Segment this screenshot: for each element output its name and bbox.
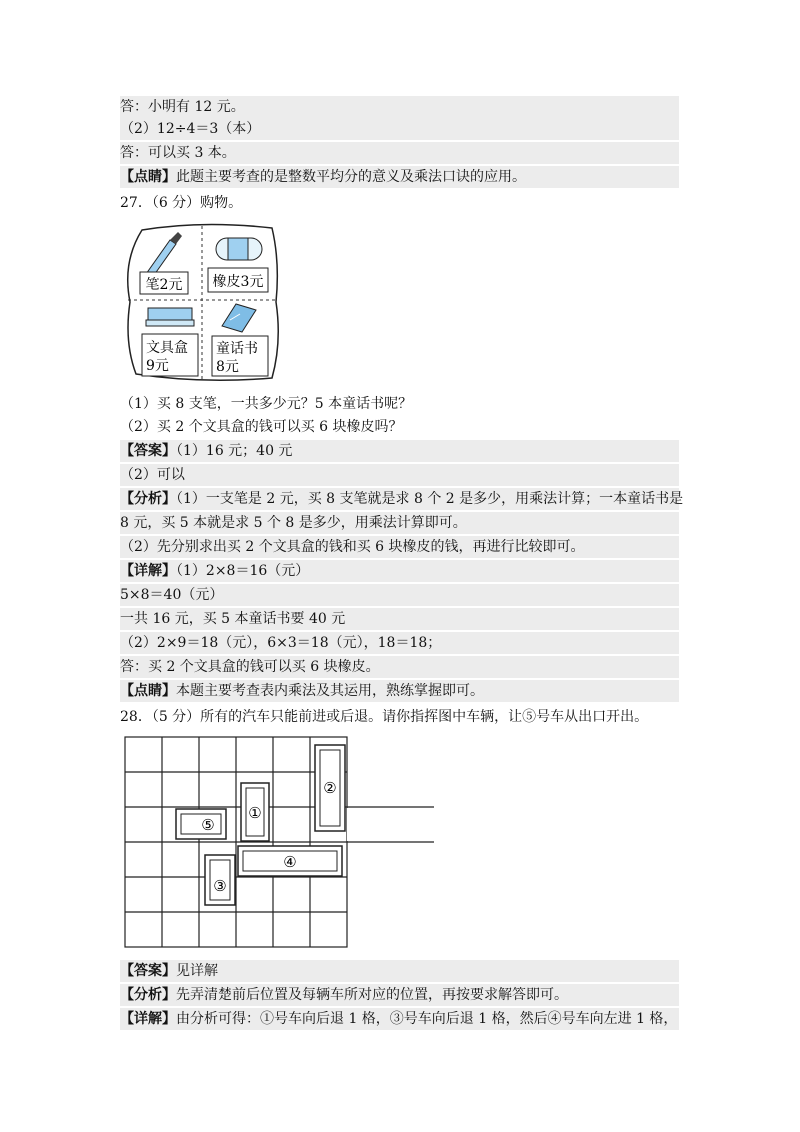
pen-icon — [146, 232, 182, 278]
q26-part2: （2）12÷4＝3（本） — [120, 118, 679, 140]
q28-detail — [120, 1008, 679, 1030]
comment-tag: 【点睛】 — [120, 683, 176, 699]
eraser-icon — [216, 238, 262, 260]
shopping-figure — [122, 222, 282, 384]
car-5 — [176, 809, 226, 839]
comment-text: 此题主要考查的是整数平均分的意义及乘法口诀的应用。 — [176, 169, 526, 185]
q27-detail — [120, 560, 679, 582]
detail-tag: 【详解】 — [120, 1011, 176, 1027]
answer-text: 见详解 — [176, 963, 218, 979]
car-1-label: ① — [248, 804, 262, 822]
q27-analysis1b: 8 元，买 5 本就是求 5 个 8 是多少，用乘法计算即可。 — [120, 512, 679, 534]
book-icon — [222, 304, 256, 332]
answer-tag: 【答案】 — [120, 963, 176, 979]
detail-text: 由分析可得：①号车向后退 1 格，③号车向后退 1 格，然后④号车向左进 1 格， — [176, 1011, 678, 1027]
q27-ask1: （1）买 8 支笔，一共多少元？5 本童话书呢？ — [120, 396, 413, 412]
detail-tag: 【详解】 — [120, 563, 176, 579]
car-4 — [238, 846, 342, 876]
q26-answer2: 答：可以买 3 本。 — [120, 142, 679, 164]
q27-ask2: （2）买 2 个文具盒的钱可以买 6 块橡皮吗？ — [120, 419, 403, 435]
answer-tag: 【答案】 — [120, 443, 176, 459]
detail-text: （1）2×8＝16（元） — [176, 563, 310, 579]
pencil-box-icon — [146, 308, 194, 326]
analysis-text: 先弄清楚前后位置及每辆车所对应的位置，再按要求解答即可。 — [176, 987, 568, 1003]
q27-title: 27．（6 分）购物。 — [120, 195, 243, 211]
car-3 — [205, 855, 235, 905]
q27-detail4: （2）2×9＝18（元），6×3＝18（元），18＝18； — [120, 632, 679, 654]
car-2 — [315, 745, 345, 831]
q27-analysis — [120, 488, 684, 510]
item-pen-label: 笔2元 — [145, 277, 183, 293]
q27-comment — [120, 680, 679, 702]
q28-title: 28．（5 分）所有的汽车只能前进或后退。请你指挥图中车辆，让⑤号车从出口开出。 — [120, 709, 649, 725]
comment-tag: 【点睛】 — [120, 169, 176, 185]
q27-detail2: 5×8＝40（元） — [120, 584, 679, 606]
q27-answer — [120, 440, 679, 462]
q28-analysis — [120, 984, 679, 1006]
q26-comment — [120, 166, 679, 188]
q26-answer-line: 答：小明有 12 元。 — [120, 96, 679, 118]
parking-grid-figure — [124, 736, 436, 950]
car-3-label: ③ — [213, 877, 227, 895]
analysis-tag: 【分析】 — [120, 491, 176, 507]
item-book-label: 童话书 — [216, 341, 258, 357]
answer-text: （1）16 元；40 元 — [176, 443, 293, 459]
car-5-label: ⑤ — [201, 816, 215, 834]
q28-answer — [120, 960, 679, 982]
analysis-text: （1）一支笔是 2 元，买 8 支笔就是求 8 个 2 是多少，用乘法计算；一本童话书是 — [176, 491, 684, 507]
item-pencilbox-label: 文具盒 — [146, 340, 188, 356]
car-2-label: ② — [323, 779, 337, 797]
item-eraser-label: 橡皮3元 — [212, 274, 264, 290]
car-1 — [241, 783, 269, 841]
q27-answer2: （2）可以 — [120, 464, 679, 486]
analysis-tag: 【分析】 — [120, 987, 176, 1003]
car-4-label: ④ — [283, 853, 297, 871]
item-book-price: 8元 — [216, 359, 239, 375]
q27-analysis2: （2）先分别求出买 2 个文具盒的钱和买 6 块橡皮的钱，再进行比较即可。 — [120, 536, 679, 558]
q27-detail3: 一共 16 元，买 5 本童话书要 40 元 — [120, 608, 679, 630]
q27-detail5: 答：买 2 个文具盒的钱可以买 6 块橡皮。 — [120, 656, 679, 678]
comment-text: 本题主要考查表内乘法及其运用，熟练掌握即可。 — [176, 683, 484, 699]
item-pencilbox-price: 9元 — [146, 358, 169, 374]
